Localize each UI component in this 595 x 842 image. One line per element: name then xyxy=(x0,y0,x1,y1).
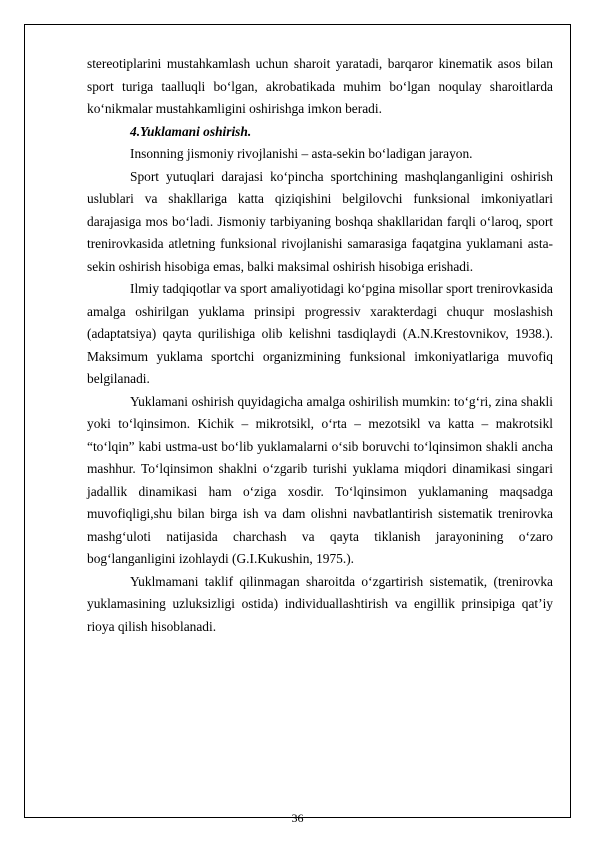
section-heading: 4.Yuklamani oshirish. xyxy=(130,123,252,139)
document-body xyxy=(87,53,553,638)
paragraph: Ilmiy tadqiqotlar va sport amaliyotidagi ko‘pgina misollar sport trenirovkasida amalga oshirilgan yuklama prinsipi progressiv xarakterdagi chuqur moslashish (adaptatsiya) qayta qurilishiga olib kelishni tasdiqlaydi (A.N.Krestovnikov, 1938.). Maksimum yuklama sportchi organizmining funksional imkoniyatlariga muvofiq belgilanadi. xyxy=(87,281,553,386)
paragraph: Yuklmamani taklif qilinmagan sharoitda o‘zgartirish sistematik, (trenirovka yuklamasining uzluksizligi ostida) individuallashtirish va engillik prinsipiga qat’iy rioya qilish hisoblanadi. xyxy=(87,573,553,634)
page-number: 36 xyxy=(291,811,304,825)
paragraph: Sport yutuqlari darajasi ko‘pincha sportchining mashqlanganligini oshirish uslublari va shakllariga katta qiziqishini belgilovchi funksional imkoniyatlari darajasiga mos bo‘ladi. Jismoniy tarbiyaning boshqa shakllaridan farqli o‘laroq, sport trenirovkasida atletning funksional rivojlanishi samarasiga faqatgina yuklamani asta-sekin oshirish hisobiga emas, balki maksimal oshirish hisobiga erishadi. xyxy=(87,168,553,274)
paragraph-continuation: stereotiplarini mustahkamlash uchun sharoit yaratadi, barqaror kinematik asos bilan sport turiga taalluqli bo‘lgan, akrobatikada muhim bo‘lgan noqulay sharoitlarda ko‘nikmalar mustahkamligini oshirishga imkon beradi. xyxy=(87,56,553,116)
paragraph: Insonning jismoniy rivojlanishi – asta-sekin bo‘ladigan jarayon. xyxy=(130,146,473,161)
paragraph: Yuklamani oshirish quyidagicha amalga oshirilish mumkin: to‘g‘ri, zina shakli yoki to‘lqinsimon. Kichik – mikrotsikl, o‘rta – mezotsikl va katta – makrotsikl “to‘lqin” kabi ustma-ust bo‘lib yuklamalarni o‘sib boruvchi to‘lqinsimon shakli ancha mashhur. To‘lqinsimon shaklni o‘zgarib turishi yuklama miqdori dinamikasi singari jadallik dinamikasi ham o‘ziga xosdir. To‘lqinsimon yuklamaning maqsadga muvofiqligi,shu bilan birga ish va dam olishni navbatlantirish sistematik trenirovka mashg‘uloti natijasida charchash va qayta tiklanish jarayonining o‘zaro bog‘langanligini izohlaydi (G.I.Kukushin, 1975.). xyxy=(87,393,553,566)
